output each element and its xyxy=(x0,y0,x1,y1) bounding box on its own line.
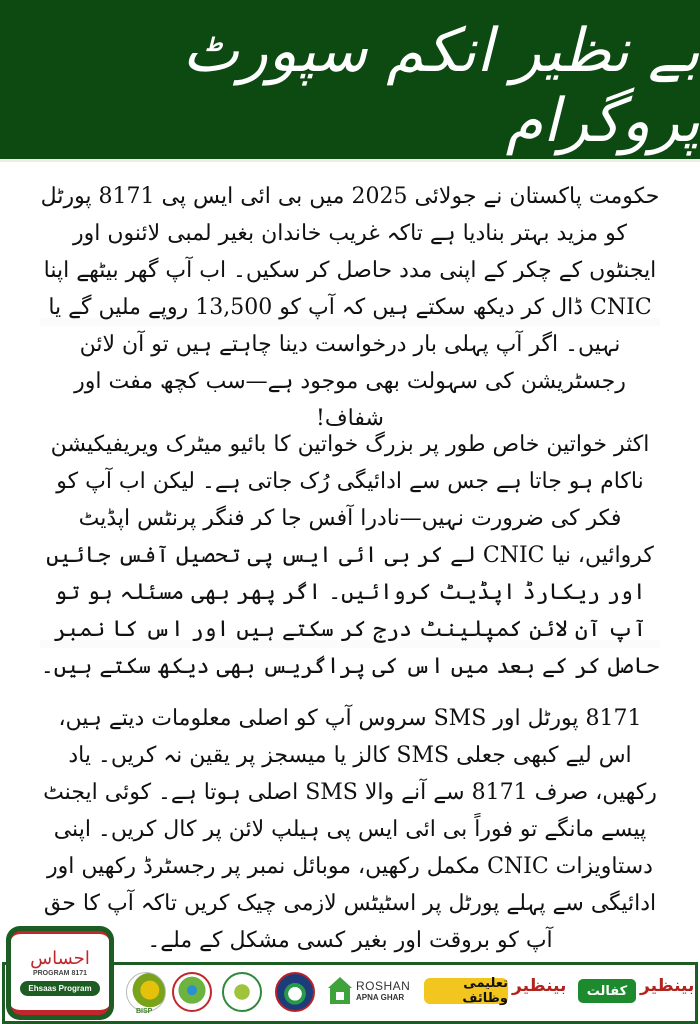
page-header xyxy=(0,0,700,162)
health-logo-icon xyxy=(172,972,212,1012)
benazir-label-left: بینظیر xyxy=(512,976,567,996)
benazir-label-right: بینظیر xyxy=(640,976,695,996)
paragraph-3: 8171 پورٹل اور SMS سروس آپ کو اصلی معلومات دیتے ہیں، اس لیے کبھی جعلی SMS کالز یا میسجز پر یقین نہ کریں۔ یاد رکھیں، صرف 8171 سے آنے والا SMS اصلی ہوتا ہے۔ کوئی ایجنٹ پیسے مانگے تو فوراً بی ائی ایس پی ہیلپ لائن پر کال کریں۔ اپنی دستاویزات CNIC مکمل رکھیں، موبائل نمبر پر رجسٹرڈ رکھیں اور ادائیگی سے پہلے پورٹل پر اسٹیٹس لازمی چیک کریں تاکہ آپ کا حق آپ کو بروقت اور بغیر کسی مشکل کے ملے۔ xyxy=(43,706,657,953)
page-title: بے نظیر انکم سپورٹ پروگرام xyxy=(182,15,700,156)
taleemi-wazaif-badge: تعلیمی وظائف xyxy=(424,978,508,1004)
ehsaas-program-number: PROGRAM 8171 xyxy=(32,969,88,977)
bisp-label: BISP xyxy=(136,1008,153,1015)
ehsaas-program-button: Ehsaas Program xyxy=(20,981,99,996)
circle-emblem-logo-icon xyxy=(275,972,315,1012)
ehsaas-badge-inner xyxy=(11,931,109,1015)
family-logo-icon xyxy=(222,972,262,1012)
paragraph-2: اکثر خواتین خاص طور پر بزرگ خواتین کا بائیو میٹرک ویریفیکیشن ناکام ہو جاتا ہے جس سے ادائیگی رُک جاتی ہے۔ لیکن اب آپ کو فکر کی ضرورت نہیں—نادرا آفس جا کر فنگر پرنٹس اپڈیٹ کروائیں، نیا CNIC لے کر بی ائی ایس پی تحصیل آفس جائیں اور ریکارڈ اپڈیٹ کروائیں۔ اگر پھر بھی مسئلہ ہو تو آپ آن لائن کمپلینٹ درج کر سکتے ہیں اور اس کا نمبر حاصل کر کے بعد میں اس کی پراگریس بھی دیکھ سکتے ہیں۔ xyxy=(40,432,660,679)
footer-logo-strip xyxy=(0,920,700,1024)
ehsaas-program-badge xyxy=(6,926,114,1020)
article-body xyxy=(0,170,700,953)
ehsaas-urdu-logo: احساس xyxy=(30,947,90,969)
bisp-logo-icon xyxy=(126,972,166,1012)
roshan-line2: APNA GHAR xyxy=(356,993,405,1002)
house-icon xyxy=(328,977,352,1007)
kafalat-badge: کفالت xyxy=(578,979,636,1003)
roshan-line1: ROSHAN xyxy=(356,979,411,993)
paragraph-1: حکومت پاکستان نے جولائی 2025 میں بی ائی ایس پی 8171 پورٹل کو مزید بہتر بنادیا ہے تاکہ غریب خاندان بغیر لمبی لائنوں اور ایجنٹوں کے چکر کے اپنی مدد حاصل کر سکیں۔ اب آپ گھر بیٹھے اپنا CNIC ڈال کر دیکھ سکتے ہیں کہ آپ کو 13,500 روپے ملیں گے یا نہیں۔ اگر آپ پہلی بار درخواست دینا چاہتے ہیں تو آن لائن رجسٹریشن کی سہولت بھی موجود ہے—سب کچھ مفت اور شفاف! xyxy=(40,184,660,431)
roshan-apna-ghar-logo xyxy=(328,972,418,1012)
roshan-text xyxy=(356,980,410,1004)
